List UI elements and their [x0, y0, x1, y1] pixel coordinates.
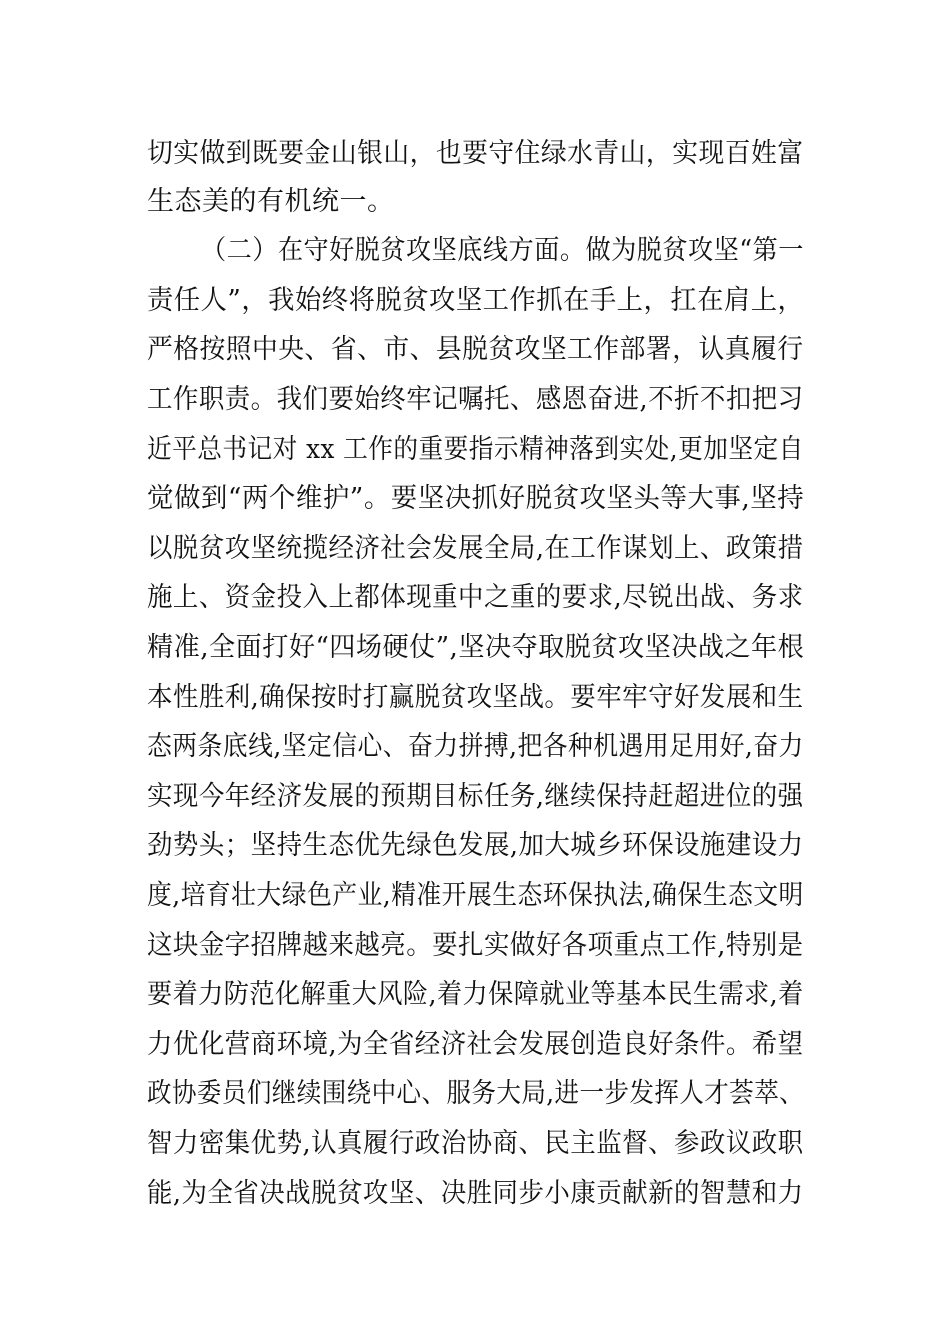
text-line: 劲势头；坚持生态优先绿色发展,加大城乡环保设施建设力	[147, 830, 804, 861]
text-line: 力优化营商环境,为全省经济社会发展创造良好条件。希望	[147, 1029, 804, 1060]
text-line: 以脱贫攻坚统揽经济社会发展全局,在工作谋划上、政策措	[147, 533, 804, 564]
text-line: 精准,全面打好“四场硬仗”,坚决夺取脱贫攻坚决战之年根	[147, 632, 805, 663]
text-line: 施上、资金投入上都体现重中之重的要求,尽锐出战、务求	[147, 582, 804, 613]
text-line: 智力密集优势,认真履行政治协商、民主监督、参政议政职	[147, 1128, 804, 1159]
text-line: 生态美的有机统一。	[147, 186, 395, 217]
text-line: 工作职责。我们要始终牢记嘱托、感恩奋进,不折不扣把习	[147, 384, 804, 415]
text-line: 实现今年经济发展的预期目标任务,继续保持赶超进位的强	[147, 781, 804, 812]
text-line: 觉做到“两个维护”。要坚决抓好脱贫攻坚头等大事,坚持	[147, 483, 805, 514]
text-line: 责任人”，我始终将脱贫攻坚工作抓在手上，扛在肩上，	[147, 285, 805, 316]
text-line: 本性胜利,确保按时打赢脱贫攻坚战。要牢牢守好发展和生	[147, 682, 804, 713]
text-line: 度,培育壮大绿色产业,精准开展生态环保执法,确保生态文明	[147, 880, 804, 911]
text-line: 要着力防范化解重大风险,着力保障就业等基本民生需求,着	[147, 979, 804, 1010]
text-line: 态两条底线,坚定信心、奋力拼搏,把各种机遇用足用好,奋力	[147, 731, 804, 762]
text-line: 这块金字招牌越来越亮。要扎实做好各项重点工作,特别是	[147, 930, 804, 961]
text-line: 切实做到既要金山银山，也要守住绿水青山，实现百姓富	[147, 138, 804, 169]
text-line: 政协委员们继续围绕中心、服务大局,进一步发挥人才荟萃、	[147, 1078, 805, 1109]
section-heading-line: （二）在守好脱贫攻坚底线方面。做为脱贫攻坚“第一	[201, 235, 804, 266]
text-line: 近平总书记对 xx 工作的重要指示精神落到实处,更加坚定自	[147, 434, 804, 465]
text-line: 严格按照中央、省、市、县脱贫攻坚工作部署，认真履行	[147, 334, 804, 365]
text-line: 能,为全省决战脱贫攻坚、决胜同步小康贡献新的智慧和力	[147, 1178, 804, 1209]
